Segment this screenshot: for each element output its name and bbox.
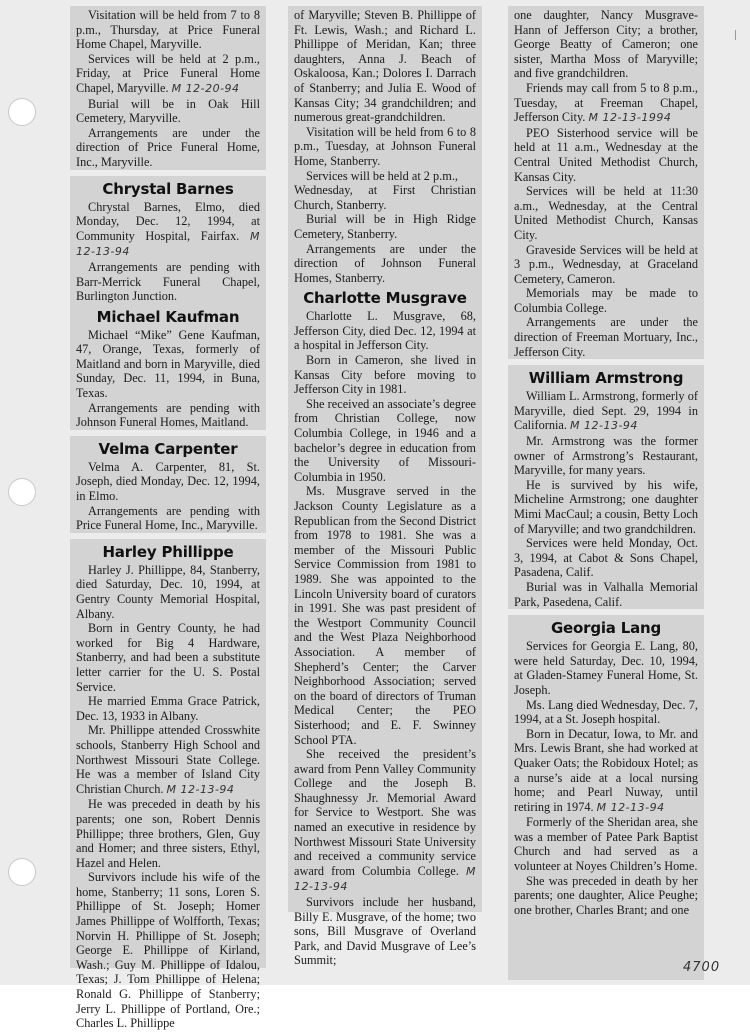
punch-hole-bottom bbox=[8, 858, 36, 886]
handwritten-note: M 12-20-94 bbox=[171, 81, 240, 95]
column-2 bbox=[288, 6, 482, 968]
paragraph: William L. Armstrong, formerly of Maryville, died Sept. 29, 1994 in California. M 12-13-94 bbox=[514, 389, 698, 433]
clipping-gap bbox=[70, 170, 266, 176]
paragraph: PEO Sisterhood service will be held at 11 a.m., Wednesday at the Central United Methodist Church, Kansas City. bbox=[514, 125, 698, 184]
obituary-phillippe-continued bbox=[294, 8, 476, 285]
obituary-phillippe bbox=[76, 543, 260, 1031]
handwritten-note: M 12-13-1994 bbox=[588, 111, 672, 125]
paragraph: Arrangements are under the direction of Johnson Funeral Homes, Stanberry. bbox=[294, 241, 476, 285]
paragraph: He is survived by his wife, Micheline Armstrong; one daughter Mimi MacCaul; a cousin, Betty Loch of Maryville; and two grandchildren. bbox=[514, 477, 698, 536]
obituary-carpenter bbox=[76, 440, 260, 533]
paragraph: Graveside Services will be held at 3 p.m., Wednesday, at Graceland Cemetery, Cameron. bbox=[514, 242, 698, 286]
paragraph: Burial will be in High Ridge Cemetery, Stanberry. bbox=[294, 212, 476, 241]
obituary-heading: Velma Carpenter bbox=[98, 439, 238, 458]
page-number: 4700 bbox=[683, 960, 721, 975]
punch-hole-top bbox=[8, 98, 36, 126]
obituary-armstrong bbox=[514, 369, 698, 609]
obituary-heading: Harley Phillippe bbox=[102, 542, 234, 561]
paragraph: Services were held Monday, Oct. 3, 1994, at Cabot & Sons Chapel, Pasadena, Calif. bbox=[514, 536, 698, 580]
obituary-heading: Georgia Lang bbox=[550, 619, 662, 638]
paragraph: Friends may call from 5 to 8 p.m., Tuesday, at Freeman Chapel, Jefferson City. M 12-13-1994 bbox=[514, 80, 698, 125]
paragraph: Visitation will be held from 6 to 8 p.m., Tuesday, at Johnson Funeral Home, Stanberry. bbox=[294, 124, 476, 168]
obituary-barnes bbox=[76, 180, 260, 304]
paragraph: Services will be held at 2 p.m., bbox=[306, 168, 458, 183]
paragraph: Arrangements are pending with Price Funeral Home, Inc., Maryville. bbox=[76, 503, 260, 533]
paragraph: Ms. Lang died Wednesday, Dec. 7, 1994, at a St. Joseph hospital. bbox=[514, 697, 698, 727]
paragraph: Born in Gentry County, he had worked for Big 4 Hardware, Stanberry, and had been a substitute letter carrier for the U. S. Postal Service. bbox=[76, 621, 260, 694]
paragraph: Arrangements are under the direction of Price Funeral Home, Inc., Maryville. bbox=[76, 125, 260, 169]
handwritten-note: M 12-13-94 bbox=[166, 782, 235, 796]
handwritten-note: M 12-13-94 bbox=[76, 229, 260, 259]
obituary-heading: William Armstrong bbox=[528, 369, 684, 388]
paragraph: Services will be held at 2 p.m., Friday, at Price Funeral Home Chapel, Maryville. M 12-20-94 bbox=[76, 51, 260, 95]
paragraph: Burial was in Valhalla Memorial Park, Pasedena, Calif. bbox=[514, 579, 698, 609]
paragraph: Arrangements are pending with Johnson Funeral Homes, Maitland. bbox=[76, 400, 260, 430]
paragraph: Chrystal Barnes, Elmo, died Monday, Dec. 12, 1994, at Community Hospital, Fairfax. M 12-13-94 bbox=[76, 199, 260, 259]
obituary-musgrave-continued bbox=[514, 8, 698, 359]
paragraph: Born in Decatur, Iowa, to Mr. and Mrs. Lewis Brant, she had worked at Quaker Oats; the Robidoux Hotel; as a nurse’s aide at a local nursing home; and Pearl Nuway, until retiring in 1974. M 12-13-94 bbox=[514, 726, 698, 814]
paragraph: Ms. Musgrave served in the Jackson County Legislature as a Republican from the Second District from 1978 to 1981. She was a member of the Missouri Public Service Commission from 1981 to 1989. She was appointed to the Lincoln University board of curators in 1991. She was past president of the Westport Community Council and the West Plaza Neighborhood Association. A member of Shepherd’s Center; the Carver Neighborhood Association; served on the board of directors of Truman Medical Center; the PEO Sisterhood; and E. F. Swinney School PTA. bbox=[294, 484, 476, 747]
paragraph: Wednesday, at First Christian Church, Stanberry. bbox=[294, 183, 476, 212]
paragraph: Services for Georgia E. Lang, 80, were held Saturday, Dec. 10, 1994, at Gladen-Stamey Funeral Home, St. Joseph. bbox=[514, 639, 698, 697]
paragraph: Mr. Armstrong was the former owner of Armstrong’s Restaurant, Maryville, for many years. bbox=[514, 434, 698, 478]
column-3 bbox=[508, 6, 704, 980]
obituary-lang bbox=[514, 619, 698, 917]
paragraph: She was preceded in death by her parents; one daughter, Alice Peughe; one brother, Charles Brant; and one bbox=[514, 873, 698, 917]
paragraph: Charlotte L. Musgrave, 68, Jefferson City, died Dec. 12, 1994 at a hospital in Jefferson City. bbox=[294, 309, 476, 353]
obituary-heading: Michael Kaufman bbox=[96, 307, 240, 326]
paragraph: He was preceded in death by his parents; one son, Robert Dennis Phillippe; three brothers, Glen, Guy and Homer; and three sisters, Ethyl, Hazel and Helen. bbox=[76, 797, 260, 870]
handwritten-note: M 12-13-94 bbox=[294, 864, 476, 894]
paragraph: one daughter, Nancy Musgrave-Hann of Jefferson City; a brother, George Beatty of Cameron; one sister, Martha Moss of Maryville; and five grandchildren. bbox=[514, 8, 698, 81]
paragraph: Velma A. Carpenter, 81, St. Joseph, died Monday, Dec. 12, 1994, in Elmo. bbox=[76, 459, 260, 504]
paragraph: of Maryville; Steven B. Phillippe of Ft. Lewis, Wash.; and Richard L. Phillippe of Meridan, Kan; three daughters, Anna J. Beach of Oskaloosa, Kan.; Dolores I. Darrach of Stanberry; and Julia E. Wood of Kansas City; 34 grandchildren; and numerous great-grandchildren. bbox=[294, 8, 476, 125]
paragraph: Formerly of the Sheridan area, she was a member of Patee Park Baptist Church and had served as a volunteer at Noyes Children’s Home. bbox=[514, 815, 698, 874]
obituary-heading: Chrystal Barnes bbox=[102, 179, 234, 198]
paragraph: Born in Cameron, she lived in Kansas City before moving to Jefferson City in 1981. bbox=[294, 353, 476, 397]
punch-hole-middle bbox=[8, 478, 36, 506]
paragraph: Arrangements are under the direction of Freeman Mortuary, Inc., Jefferson City. bbox=[514, 315, 698, 359]
scan-mark bbox=[735, 30, 742, 40]
handwritten-note: M 12-13-94 bbox=[570, 419, 638, 433]
paragraph: Memorials may be made to Columbia College. bbox=[514, 286, 698, 315]
paragraph: He married Emma Grace Patrick, Dec. 13, 1933 in Albany. bbox=[76, 694, 260, 723]
column-1 bbox=[70, 6, 266, 1031]
paragraph: She received an associate’s degree from Christian College, now Columbia College, in 1946 and a bachelor’s degree in education from the University of Missouri-Columbia in 1950. bbox=[294, 396, 476, 484]
handwritten-note: M 12-13-94 bbox=[596, 800, 665, 814]
paragraph: Survivors include his wife of the home, Stanberry; 11 sons, Loren S. Phillippe of St. Joseph; Homer James Phillippe of Wolfforth, Texas; Norvin H. Phillippe of St. Joseph; George E. Phillippe of Kirland, Wash.; Guy M. Phillippe of Idalou, Texas; J. Tom Phillippe of Helena; Ronald G. Phillippe of Stanberry; Jerry L. Phillippe of Portland, Ore.; Charles L. Phillippe bbox=[76, 870, 260, 1031]
paragraph: Survivors include her husband, Billy E. Musgrave, of the home; two sons, Bill Musgrave of Overland Park, and David Musgrave of Lee’s Summit; bbox=[294, 895, 476, 968]
paragraph: Arrangements are pending with Barr-Merrick Funeral Chapel, Burlington Junction. bbox=[76, 259, 260, 304]
clipping-gap bbox=[508, 359, 704, 365]
paragraph: Michael “Mike” Gene Kaufman, 47, Orange, Texas, formerly of Maitland and born in Maryville, died Sunday, Dec. 11, 1994, in Buna, Texas. bbox=[76, 327, 260, 401]
paragraph: She received the president’s award from Penn Valley Community College and the Joseph B. Shaughnessy Jr. Memorial Award for Service to Westport. She was named an executive in residence by Northwest Missouri State University and received a community service award from Columbia College. M 12-13-94 bbox=[294, 747, 476, 894]
obituary-kaufman bbox=[76, 308, 260, 430]
clipping-gap bbox=[70, 430, 266, 436]
paragraph: Visitation will be held from 7 to 8 p.m., Thursday, at Price Funeral Home Chapel, Maryville. bbox=[76, 8, 260, 52]
paragraph: Mr. Phillippe attended Crosswhite schools, Stanberry High School and Northwest Missouri State College. He was a member of Island City Christian Church. M 12-13-94 bbox=[76, 723, 260, 796]
paragraph: Harley J. Phillippe, 84, Stanberry, died Saturday, Dec. 10, 1994, at Gentry County Memorial Hospital, Albany. bbox=[76, 562, 260, 621]
obituary-continued-top bbox=[76, 8, 260, 170]
paragraph: Burial will be in Oak Hill Cemetery, Maryville. bbox=[76, 96, 260, 126]
paragraph: Services will be held at 11:30 a.m., Wednesday, at the Central United Methodist Church, Kansas City. bbox=[514, 184, 698, 242]
clipping-gap bbox=[70, 533, 266, 539]
clipping-gap bbox=[508, 609, 704, 615]
obituary-heading: Charlotte Musgrave bbox=[303, 289, 467, 308]
obituary-musgrave bbox=[294, 289, 476, 968]
